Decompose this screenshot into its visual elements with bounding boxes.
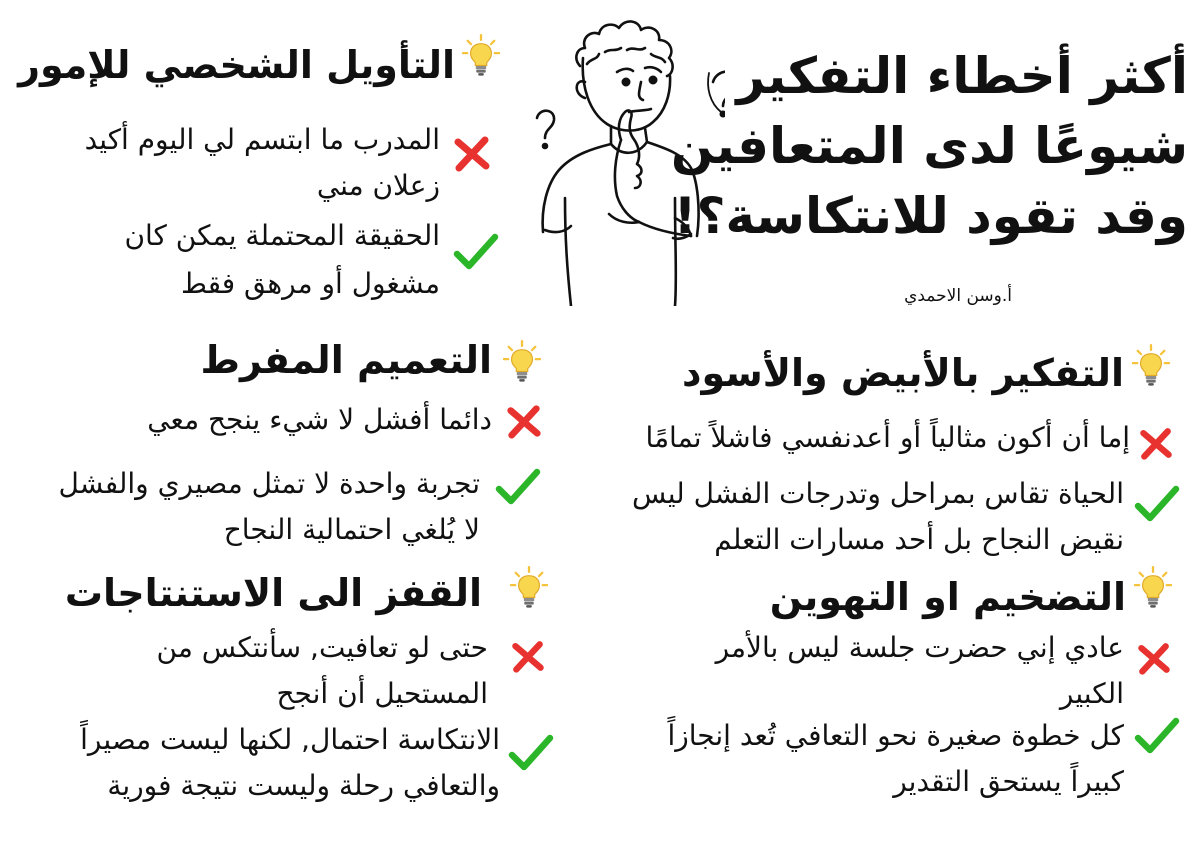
heading-jumping-conclusions: القفز الى الاستنتاجات (64, 571, 482, 615)
black-white-right-line-2: نقيض النجاح بل أحد مسارات التعلم (714, 523, 1124, 556)
thinking-person (525, 8, 725, 306)
overgeneralization-right-line-1: تجربة واحدة لا تمثل مصيري والفشل (58, 467, 480, 500)
jumping-wrong-line-2: المستحيل أن أنجح (276, 677, 488, 710)
title-line-3: وقد تقود للانتكاسة؟! (673, 187, 1188, 245)
lightbulb-icon (462, 34, 500, 78)
magnify-right-line-2: كبيراً يستحق التقدير (893, 765, 1124, 798)
black-white-right-line-1: الحياة تقاس بمراحل وتدرجات الفشل ليس (632, 477, 1124, 510)
check-icon (1134, 484, 1180, 524)
lightbulb-icon (1132, 344, 1170, 388)
check-icon (453, 232, 499, 272)
cross-icon (510, 638, 546, 674)
overgeneralization-wrong-line-1: دائما أفشل لا شيء ينجح معي (147, 403, 492, 436)
author-name: أ.وسن الاحمدي (904, 286, 1012, 306)
check-icon (1134, 716, 1180, 756)
title-line-1: أكثر أخطاء التفكير (736, 47, 1188, 105)
magnify-right-line-1: كل خطوة صغيرة نحو التعافي تُعد إنجازاً (667, 719, 1124, 752)
cross-icon (452, 133, 492, 173)
cross-icon (505, 402, 543, 440)
magnify-wrong-line-2: الكبير (1059, 677, 1124, 710)
check-icon (508, 733, 554, 773)
jumping-right-line-1: الانتكاسة احتمال, لكنها ليست مصيراً (80, 723, 500, 756)
jumping-right-line-2: والتعافي رحلة وليست نتيجة فورية (107, 769, 500, 802)
lightbulb-icon (510, 566, 548, 610)
magnify-wrong-line-1: عادي إني حضرت جلسة ليس بالأمر (715, 631, 1124, 664)
cross-icon (1136, 640, 1172, 676)
personalization-wrong-line-1: المدرب ما ابتسم لي اليوم أكيد (84, 123, 440, 156)
personalization-right-line-1: الحقيقة المحتملة يمكن كان (124, 219, 440, 252)
personalization-wrong-line-2: زعلان مني (316, 169, 440, 202)
heading-personalization: التأويل الشخصي للإمور (18, 43, 455, 87)
title-line-2: شيوعًا لدى المتعافين (670, 117, 1188, 175)
cross-icon (1138, 425, 1174, 461)
check-icon (495, 467, 541, 507)
heading-overgeneralization: التعميم المفرط (200, 338, 492, 382)
lightbulb-icon (1134, 566, 1172, 610)
heading-magnify-minimize: التضخيم او التهوين (769, 575, 1126, 619)
personalization-right-line-2: مشغول أو مرهق فقط (181, 267, 440, 300)
black-white-wrong-line-1: إما أن أكون مثالياً أو أعدنفسي فاشلاً تمامًا (645, 421, 1130, 454)
lightbulb-icon (503, 340, 541, 384)
heading-black-white: التفكير بالأبيض والأسود (682, 351, 1124, 395)
jumping-wrong-line-1: حتى لو تعافيت, سأنتكس من (156, 631, 488, 664)
overgeneralization-right-line-2: لا يُلغي احتمالية النجاح (223, 513, 480, 546)
